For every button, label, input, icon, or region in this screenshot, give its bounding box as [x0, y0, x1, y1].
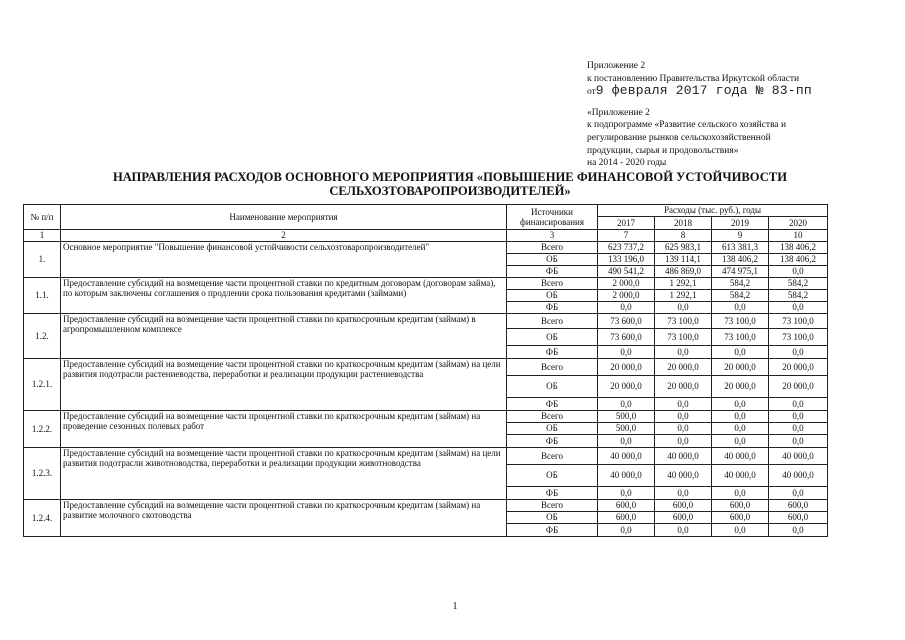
amount-cell: 73 100,0 [712, 329, 769, 346]
page-number: 1 [452, 601, 458, 612]
row-name: Предоставление субсидий на возмещение части процентной ставки по краткосрочным кредитам (займам) на развитие молочного скотоводства [61, 500, 507, 537]
amount-cell: 40 000,0 [769, 465, 828, 487]
table-row [24, 278, 828, 290]
row-number: 1.2. [24, 314, 61, 359]
amount-cell: 40 000,0 [598, 448, 655, 465]
handwritten-date: 9 февраля 2017 года № 83-пп [595, 83, 812, 99]
amount-cell: 0,0 [598, 435, 655, 448]
appendix-line: на 2014 - 2020 годы [587, 158, 667, 169]
header-year: 2018 [655, 217, 712, 230]
amount-cell: 73 100,0 [712, 314, 769, 329]
amount-cell: 0,0 [598, 302, 655, 314]
amount-cell: 600,0 [655, 512, 712, 524]
table-row [24, 242, 828, 254]
amount-cell: 0,0 [598, 487, 655, 500]
funding-source: ОБ [507, 423, 598, 435]
amount-cell: 20 000,0 [655, 359, 712, 376]
funding-source: ФБ [507, 302, 598, 314]
appendix-line: продукции, сырья и продовольствия» [587, 145, 739, 156]
row-name: Предоставление субсидий на возмещение части процентной ставки по краткосрочным кредитам (займам) в агропромышленном комплексе [61, 314, 507, 359]
table-row [24, 314, 828, 329]
amount-cell: 73 600,0 [598, 329, 655, 346]
row-number: 1.2.3. [24, 448, 61, 500]
amount-cell: 0,0 [769, 487, 828, 500]
amount-cell: 0,0 [598, 398, 655, 411]
amount-cell: 40 000,0 [655, 465, 712, 487]
index-cell: 3 [507, 230, 598, 242]
amount-cell: 73 100,0 [655, 314, 712, 329]
index-cell: 8 [655, 230, 712, 242]
amount-cell: 0,0 [712, 435, 769, 448]
amount-cell: 584,2 [769, 278, 828, 290]
index-cell: 7 [598, 230, 655, 242]
table-row [24, 448, 828, 465]
funding-source: Всего [507, 448, 598, 465]
amount-cell: 133 196,0 [598, 254, 655, 266]
amount-cell: 600,0 [712, 500, 769, 512]
amount-cell: 73 100,0 [769, 329, 828, 346]
amount-cell: 0,0 [712, 346, 769, 359]
appendix-block [587, 60, 887, 170]
amount-cell: 600,0 [598, 512, 655, 524]
amount-cell: 490 541,2 [598, 266, 655, 278]
amount-cell: 600,0 [655, 500, 712, 512]
amount-cell: 138 406,2 [769, 254, 828, 266]
row-number: 1. [24, 242, 61, 278]
amount-cell: 474 975,1 [712, 266, 769, 278]
table-body [24, 242, 828, 537]
amount-cell: 40 000,0 [655, 448, 712, 465]
row-number: 1.2.2. [24, 411, 61, 448]
header-sources: Источники финансирования [507, 205, 598, 230]
appendix-from-prefix: от [587, 87, 596, 98]
funding-source: ОБ [507, 465, 598, 487]
funding-source: ФБ [507, 266, 598, 278]
funding-source: Всего [507, 500, 598, 512]
funding-source: ОБ [507, 512, 598, 524]
amount-cell: 1 292,1 [655, 278, 712, 290]
funding-source: ФБ [507, 435, 598, 448]
amount-cell: 584,2 [712, 278, 769, 290]
amount-cell: 0,0 [655, 423, 712, 435]
amount-cell: 0,0 [598, 346, 655, 359]
funding-source: Всего [507, 411, 598, 423]
appendix-line: к подпрограмме «Развитие сельского хозяйства и [587, 120, 787, 131]
header-year: 2017 [598, 217, 655, 230]
funding-source: ОБ [507, 290, 598, 302]
amount-cell: 0,0 [655, 435, 712, 448]
funding-source: ОБ [507, 254, 598, 266]
row-number: 1.2.4. [24, 500, 61, 537]
amount-cell: 600,0 [769, 512, 828, 524]
row-number: 1.2.1. [24, 359, 61, 411]
funding-source: ФБ [507, 524, 598, 537]
amount-cell: 0,0 [769, 346, 828, 359]
row-name: Предоставление субсидий на возмещение части процентной ставки по кредитным договорам (договорам займа), по которым заключены соглашения о продлении срока пользования кредитами (займами) [61, 278, 507, 314]
document-title [40, 170, 860, 198]
amount-cell: 613 381,3 [712, 242, 769, 254]
amount-cell: 138 406,2 [769, 242, 828, 254]
funding-source: Всего [507, 278, 598, 290]
amount-cell: 0,0 [769, 524, 828, 537]
row-number: 1.1. [24, 278, 61, 314]
amount-cell: 0,0 [769, 302, 828, 314]
table-row [24, 411, 828, 423]
appendix-line: «Приложение 2 [587, 107, 650, 118]
table-row [24, 359, 828, 376]
amount-cell: 486 869,0 [655, 266, 712, 278]
amount-cell: 584,2 [769, 290, 828, 302]
amount-cell: 20 000,0 [598, 376, 655, 398]
funding-source: ОБ [507, 376, 598, 398]
row-name: Предоставление субсидий на возмещение части процентной ставки по краткосрочным кредитам (займам) на цели развития подотрасли растениеводства, переработки и реализации продукции растениеводства [61, 359, 507, 411]
header-name: Наименование мероприятия [61, 205, 507, 230]
amount-cell: 0,0 [712, 524, 769, 537]
amount-cell: 0,0 [598, 524, 655, 537]
amount-cell: 623 737,2 [598, 242, 655, 254]
header-num: № п/п [24, 205, 61, 230]
funding-source: ФБ [507, 346, 598, 359]
index-cell: 10 [769, 230, 828, 242]
index-cell: 9 [712, 230, 769, 242]
funding-source: Всего [507, 242, 598, 254]
index-cell: 2 [61, 230, 507, 242]
amount-cell: 73 100,0 [769, 314, 828, 329]
amount-cell: 500,0 [598, 411, 655, 423]
amount-cell: 73 100,0 [655, 329, 712, 346]
amount-cell: 73 600,0 [598, 314, 655, 329]
amount-cell: 600,0 [598, 500, 655, 512]
amount-cell: 0,0 [769, 423, 828, 435]
table-row [24, 500, 828, 512]
amount-cell: 40 000,0 [598, 465, 655, 487]
amount-cell: 20 000,0 [712, 359, 769, 376]
amount-cell: 0,0 [655, 411, 712, 423]
amount-cell: 0,0 [769, 435, 828, 448]
amount-cell: 0,0 [769, 266, 828, 278]
amount-cell: 600,0 [769, 500, 828, 512]
header-year: 2019 [712, 217, 769, 230]
title-line: НАПРАВЛЕНИЯ РАСХОДОВ ОСНОВНОГО МЕРОПРИЯТИЯ «ПОВЫШЕНИЕ ФИНАНСОВОЙ УСТОЙЧИВОСТИ [112, 170, 788, 184]
index-cell: 1 [24, 230, 61, 242]
amount-cell: 0,0 [655, 302, 712, 314]
amount-cell: 1 292,1 [655, 290, 712, 302]
row-name: Предоставление субсидий на возмещение части процентной ставки по краткосрочным кредитам (займам) на цели развития подотрасли животноводства, переработки и реализации продукции животноводства [61, 448, 507, 500]
amount-cell: 138 406,2 [712, 254, 769, 266]
appendix-line: к постановлению Правительства Иркутской области [587, 73, 800, 84]
header-expenses: Расходы (тыс. руб.), годы [598, 205, 828, 217]
amount-cell: 2 000,0 [598, 290, 655, 302]
row-name: Основное мероприятие "Повышение финансовой устойчивости сельхозтоваропроизводителей" [61, 242, 507, 278]
expenses-table [23, 204, 828, 537]
amount-cell: 2 000,0 [598, 278, 655, 290]
amount-cell: 584,2 [712, 290, 769, 302]
amount-cell: 40 000,0 [712, 448, 769, 465]
header-year: 2020 [769, 217, 828, 230]
amount-cell: 20 000,0 [769, 359, 828, 376]
amount-cell: 500,0 [598, 423, 655, 435]
funding-source: ФБ [507, 487, 598, 500]
funding-source: Всего [507, 359, 598, 376]
amount-cell: 0,0 [655, 346, 712, 359]
amount-cell: 0,0 [712, 302, 769, 314]
row-name: Предоставление субсидий на возмещение части процентной ставки по краткосрочным кредитам (займам) на проведение сезонных полевых работ [61, 411, 507, 448]
amount-cell: 0,0 [655, 398, 712, 411]
amount-cell: 40 000,0 [712, 465, 769, 487]
amount-cell: 0,0 [655, 524, 712, 537]
amount-cell: 40 000,0 [769, 448, 828, 465]
funding-source: Всего [507, 314, 598, 329]
amount-cell: 625 983,1 [655, 242, 712, 254]
amount-cell: 20 000,0 [769, 376, 828, 398]
amount-cell: 0,0 [712, 398, 769, 411]
amount-cell: 0,0 [712, 487, 769, 500]
amount-cell: 0,0 [769, 398, 828, 411]
amount-cell: 0,0 [769, 411, 828, 423]
appendix-date-line [587, 85, 887, 99]
amount-cell: 0,0 [712, 423, 769, 435]
title-line: СЕЛЬХОЗТОВАРОПРОИЗВОДИТЕЛЕЙ» [329, 184, 571, 198]
amount-cell: 20 000,0 [712, 376, 769, 398]
amount-cell: 600,0 [712, 512, 769, 524]
amount-cell: 0,0 [655, 487, 712, 500]
appendix-line: Приложение 2 [587, 61, 646, 71]
appendix-line: регулирование рынков сельскохозяйственной [587, 132, 771, 143]
amount-cell: 139 114,1 [655, 254, 712, 266]
amount-cell: 20 000,0 [598, 359, 655, 376]
amount-cell: 0,0 [712, 411, 769, 423]
amount-cell: 20 000,0 [655, 376, 712, 398]
funding-source: ОБ [507, 329, 598, 346]
funding-source: ФБ [507, 398, 598, 411]
